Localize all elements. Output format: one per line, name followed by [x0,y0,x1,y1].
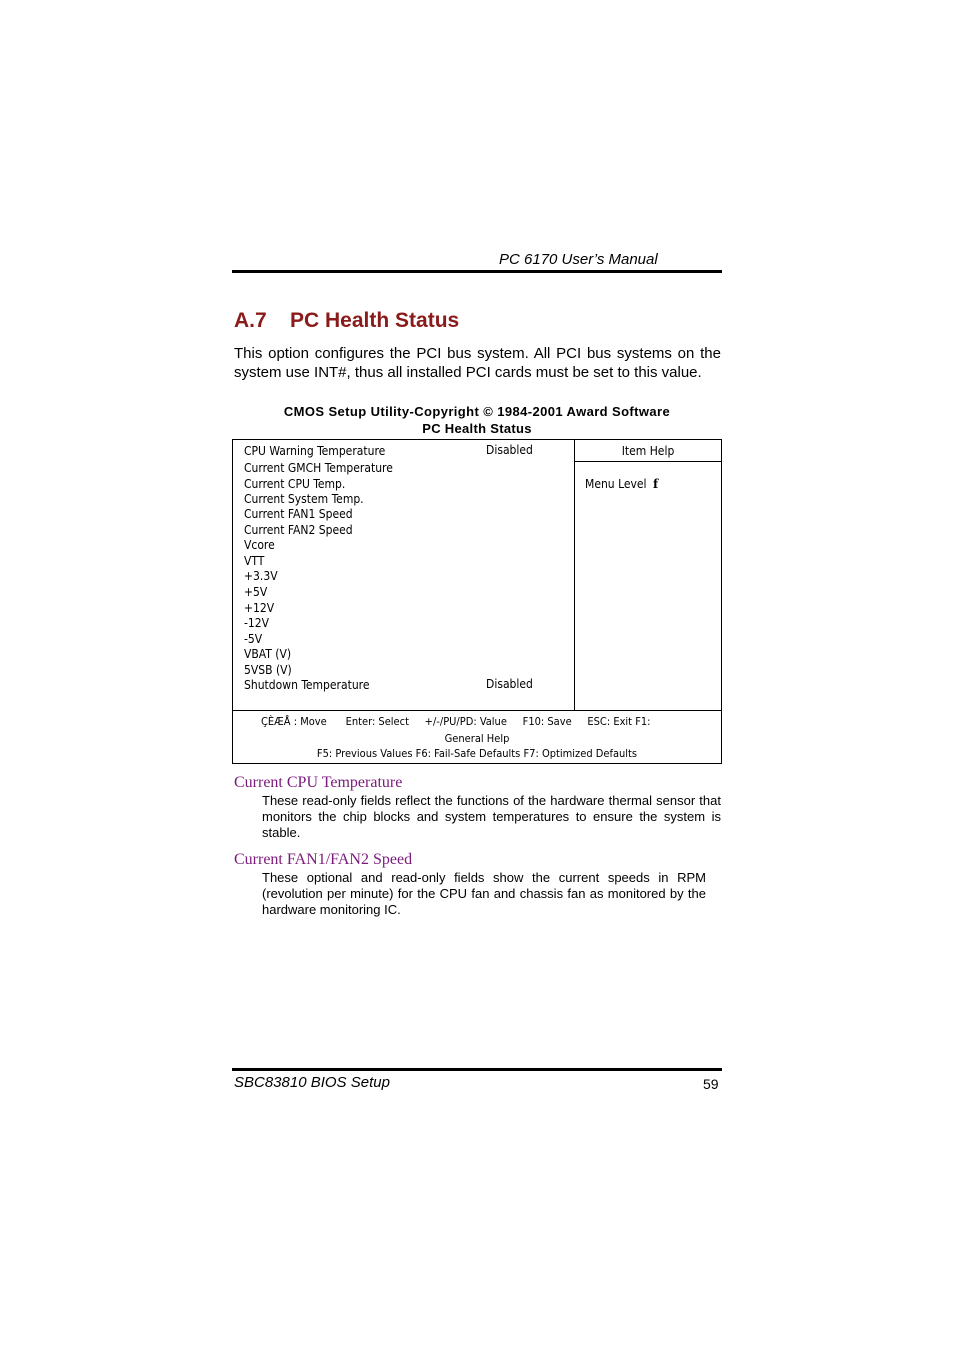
bios-item-label: Vcore [244,538,275,552]
intro-paragraph: This option configures the PCI bus system. All PCI bus systems on the system use INT#, thus all installed PCI cards must be set to this value. [234,345,721,381]
bios-item-label: +5V [244,585,268,599]
bios-divider-vertical [574,440,575,711]
bios-divider-horizontal [233,710,721,711]
bios-item-label: VTT [244,554,265,568]
subsection-text-cpu-temp: These read-only fields reflect the functions of the hardware thermal sensor that monitors the chip blocks and system temperatures to ensure the system is stable. [262,793,721,840]
bios-item-value[interactable]: Disabled [486,677,533,691]
subsection-heading-cpu-temp: Current CPU Temperature [234,774,403,791]
bios-item-label: Current FAN1 Speed [244,507,353,521]
menu-level [585,477,658,491]
menu-level-label: Menu Level [585,477,647,491]
bios-item-label: +3.3V [244,569,278,583]
bios-footer-keys: ÇÈÆÅ : Move Enter: Select +/-/PU/PD: Value F10: Save ESC: Exit F1: [261,715,651,728]
subsection-heading-fan-speed: Current FAN1/FAN2 Speed [234,851,413,868]
help-title-divider [575,461,721,462]
bios-item-label: Current FAN2 Speed [244,523,353,537]
bios-footer-help: General Help [444,732,510,745]
bios-footer-defaults: F5: Previous Values F6: Fail-Safe Defaults F7: Optimized Defaults [316,747,638,760]
footer-doc-title: SBC83810 BIOS Setup [234,1074,390,1091]
subsection-text-fan-speed: These optional and read-only fields show the current speeds in RPM (revolution per minute) for the CPU fan and chassis fan as monitored by the hardware monitoring IC. [262,870,706,917]
bios-item-label: -12V [244,616,270,630]
bios-item-label: Current CPU Temp. [244,477,346,491]
section-title: PC Health Status [290,309,460,332]
bios-item-value[interactable]: Disabled [486,443,533,457]
running-header: PC 6170 User’s Manual [499,251,658,268]
item-help-title: Item Help [621,444,675,458]
bios-screen-title: PC Health Status [422,421,532,436]
page-number: 59 [703,1076,719,1092]
bios-item-label: Shutdown Temperature [244,678,370,692]
bios-item-label: +12V [244,601,275,615]
bios-item-label: Current GMCH Temperature [244,461,393,475]
footer-rule [232,1068,722,1071]
bios-item-label: VBAT (V) [244,647,292,661]
bios-caption: CMOS Setup Utility-Copyright © 1984-2001 Award Software [283,404,671,419]
bios-item-label: 5VSB (V) [244,663,292,677]
header-rule [232,270,722,273]
bios-item-label: -5V [244,632,263,646]
menu-level-glyph: f [653,477,659,491]
section-number: A.7 [234,309,267,332]
section-heading [234,309,459,333]
bios-item-label: Current System Temp. [244,492,364,506]
bios-item-label: CPU Warning Temperature [244,444,386,458]
